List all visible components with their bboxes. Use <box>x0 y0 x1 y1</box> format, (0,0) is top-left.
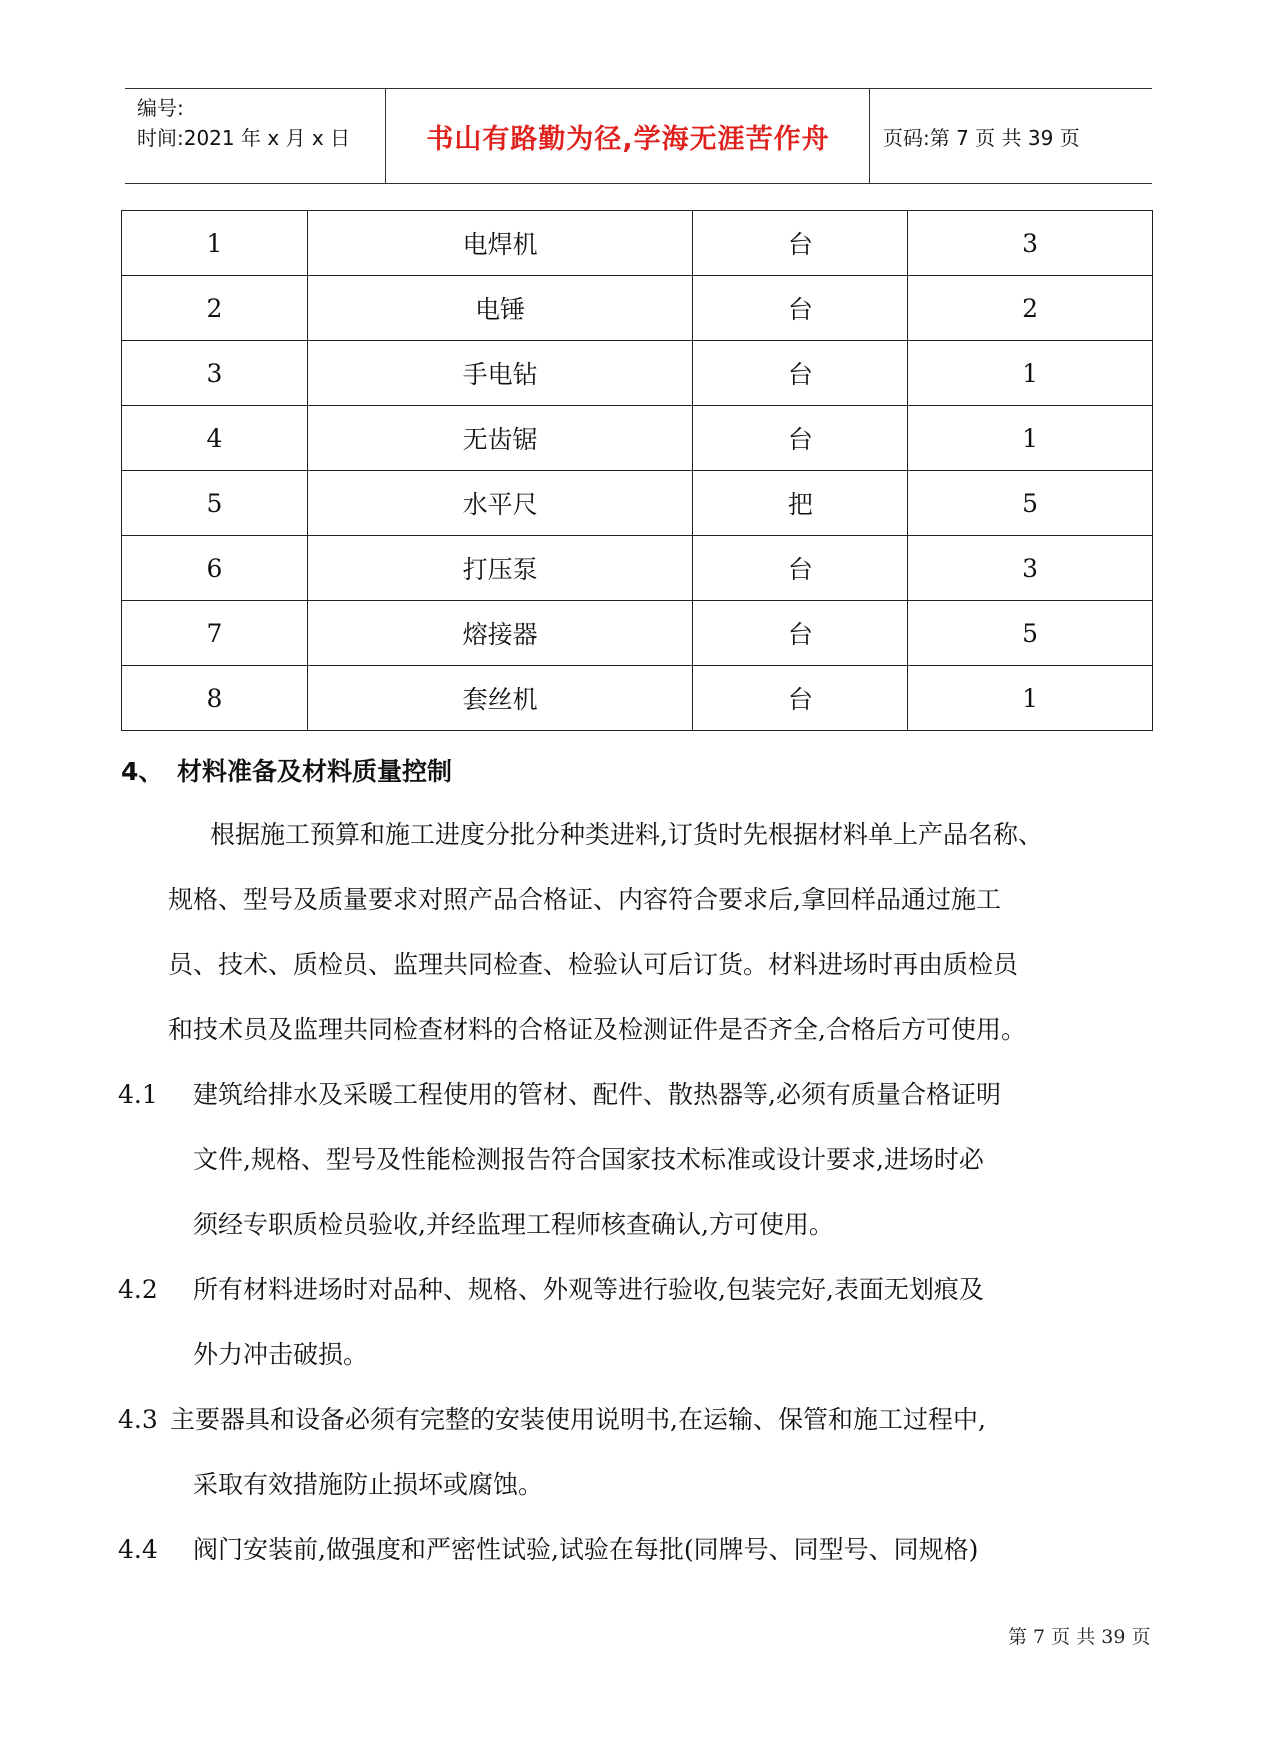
equipment-unit: 台 <box>693 341 908 406</box>
item-number: 4.2 <box>118 1275 158 1304</box>
row-number: 2 <box>122 276 308 341</box>
header-divider <box>385 89 386 183</box>
table-row <box>122 276 1153 341</box>
equipment-name: 套丝机 <box>307 666 693 731</box>
paragraph-line: 采取有效措施防止损坏或腐蚀。 <box>193 1470 544 1499</box>
header-motto: 书山有路勤为径,学海无涯苦作舟 <box>426 123 830 155</box>
section-title: 材料准备及材料质量控制 <box>177 757 453 786</box>
paragraph-line: 所有材料进场时对品种、规格、外观等进行验收,包装完好,表面无划痕及 <box>193 1275 984 1304</box>
paragraph-line: 须经专职质检员验收,并经监理工程师核查确认,方可使用。 <box>193 1210 834 1239</box>
row-number: 5 <box>122 471 308 536</box>
equipment-quantity: 3 <box>908 536 1153 601</box>
item-number: 4.4 <box>118 1535 158 1564</box>
date-label: 时间:2021 年 x 月 x 日 <box>137 126 351 150</box>
equipment-quantity: 1 <box>908 406 1153 471</box>
table-row <box>122 471 1153 536</box>
row-number: 8 <box>122 666 308 731</box>
row-number: 1 <box>122 211 308 276</box>
paragraph-line: 和技术员及监理共同检查材料的合格证及检测证件是否齐全,合格后方可使用。 <box>168 1015 1026 1044</box>
equipment-unit: 台 <box>693 211 908 276</box>
equipment-quantity: 1 <box>908 666 1153 731</box>
table-row <box>122 666 1153 731</box>
equipment-name: 水平尺 <box>307 471 693 536</box>
equipment-name: 电锤 <box>307 276 693 341</box>
equipment-table <box>121 210 1153 731</box>
equipment-name: 电焊机 <box>307 211 693 276</box>
item-number: 4.3 <box>118 1405 158 1434</box>
table-row <box>122 536 1153 601</box>
item-number: 4.1 <box>118 1080 158 1109</box>
equipment-quantity: 5 <box>908 601 1153 666</box>
paragraph-line: 建筑给排水及采暖工程使用的管材、配件、散热器等,必须有质量合格证明 <box>193 1080 1001 1109</box>
equipment-name: 手电钻 <box>307 341 693 406</box>
section-number: 4、 <box>121 757 164 786</box>
equipment-quantity: 3 <box>908 211 1153 276</box>
equipment-unit: 台 <box>693 536 908 601</box>
header-meta <box>137 93 387 153</box>
table-row <box>122 406 1153 471</box>
equipment-name: 打压泵 <box>307 536 693 601</box>
equipment-unit: 台 <box>693 406 908 471</box>
paragraph-line: 员、技术、质检员、监理共同检查、检验认可后订货。材料进场时再由质检员 <box>168 950 1019 979</box>
equipment-name: 熔接器 <box>307 601 693 666</box>
header-divider <box>869 89 870 183</box>
equipment-quantity: 2 <box>908 276 1153 341</box>
paragraph-line: 根据施工预算和施工进度分批分种类进料,订货时先根据材料单上产品名称、 <box>210 820 1043 849</box>
equipment-name: 无齿锯 <box>307 406 693 471</box>
equipment-quantity: 1 <box>908 341 1153 406</box>
row-number: 4 <box>122 406 308 471</box>
equipment-unit: 台 <box>693 601 908 666</box>
paragraph-line: 主要器具和设备必须有完整的安装使用说明书,在运输、保管和施工过程中, <box>170 1405 986 1434</box>
header-page-info: 页码:第 7 页 共 39 页 <box>883 125 1080 150</box>
row-number: 6 <box>122 536 308 601</box>
paragraph-line: 阀门安装前,做强度和严密性试验,试验在每批(同牌号、同型号、同规格) <box>193 1535 979 1564</box>
equipment-unit: 台 <box>693 276 908 341</box>
table-row <box>122 601 1153 666</box>
equipment-unit: 把 <box>693 471 908 536</box>
equipment-quantity: 5 <box>908 471 1153 536</box>
paragraph-line: 外力冲击破损。 <box>193 1340 369 1369</box>
paragraph-line: 规格、型号及质量要求对照产品合格证、内容符合要求后,拿回样品通过施工 <box>168 885 1001 914</box>
row-number: 3 <box>122 341 308 406</box>
page-footer: 第 7 页 共 39 页 <box>1008 1626 1151 1648</box>
table-row <box>122 341 1153 406</box>
table-row <box>122 211 1153 276</box>
paragraph-line: 文件,规格、型号及性能检测报告符合国家技术标准或设计要求,进场时必 <box>193 1145 984 1174</box>
row-number: 7 <box>122 601 308 666</box>
doc-number-label: 编号: <box>137 96 184 120</box>
equipment-unit: 台 <box>693 666 908 731</box>
page-header <box>125 88 1152 184</box>
section-heading <box>121 752 452 788</box>
